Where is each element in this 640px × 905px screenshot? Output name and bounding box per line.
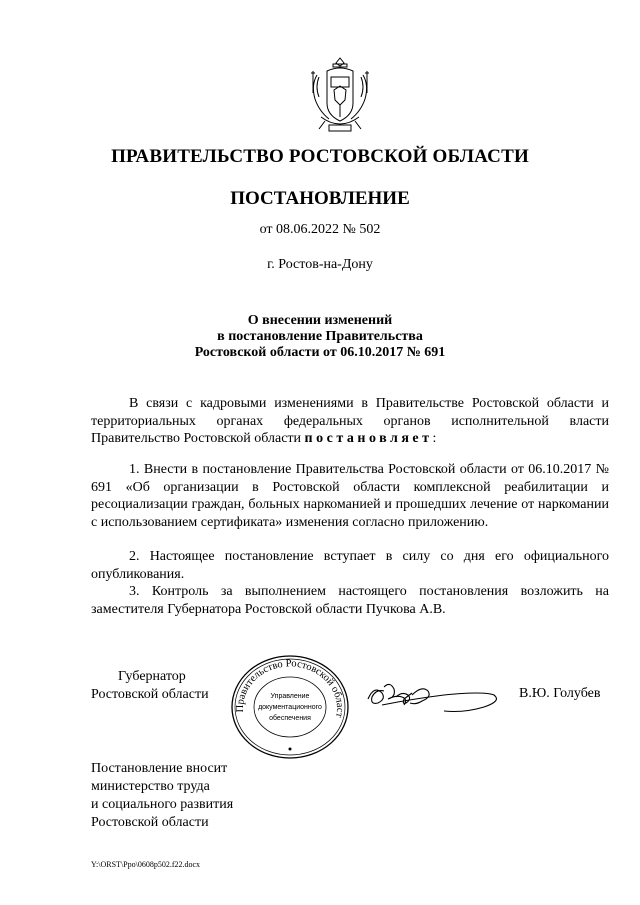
resolution-item-1: 1. Внести в постановление Правительства Ростовской области от 06.10.2017 № 691 «Об организации в Ростовской области комплексной реабилитации и ресоциализации граждан, больных наркоманией и прошедших лечение от наркомании с использованием сертификата» изменения согласно приложению.	[91, 462, 609, 530]
stamp-inner-line: документационного	[258, 704, 322, 711]
resolution-item-3: 3. Контроль за выполнением настоящего постановления возложить на заместителя Губернатора Ростовской области Пучкова А.В.	[91, 584, 609, 617]
resolution-item-2: 2. Настоящее постановление вступает в силу со дня его официального опубликования.	[91, 549, 609, 582]
submitter-line: Постановление вносит	[91, 761, 228, 776]
document-city: г. Ростов-на-Дону	[267, 257, 373, 272]
preamble-keyword: постановляет	[304, 431, 433, 446]
preamble-paragraph	[91, 395, 609, 448]
organization-title: ПРАВИТЕЛЬСТВО РОСТОВСКОЙ ОБЛАСТИ	[111, 146, 529, 167]
submitter-line: и социального развития	[91, 797, 234, 812]
document-type: ПОСТАНОВЛЕНИЕ	[230, 188, 410, 209]
subject-line: Ростовской области от 06.10.2017 № 691	[194, 345, 446, 360]
submitter-line: министерство труда	[91, 779, 210, 794]
handwritten-signature	[362, 675, 502, 715]
document-date-number: от 08.06.2022 № 502	[259, 222, 381, 237]
preamble-text: В связи с кадровыми изменениями в Правительстве Ростовской области и территориальных органах федеральных органов исполнительной власти Правительство Ростовской области	[91, 396, 609, 446]
signer-title-line: Ростовской области	[91, 687, 209, 702]
file-path-footer: Y:\ORST\Ppo\0608p502.f22.docx	[91, 860, 201, 869]
document-subject	[0, 313, 640, 361]
preamble-end: :	[432, 431, 437, 446]
stamp-inner-line: Управление	[270, 693, 310, 700]
submitter-block	[91, 760, 331, 832]
signer-name: В.Ю. Голубев	[519, 686, 601, 701]
subject-line: О внесении изменений	[247, 313, 393, 328]
coat-of-arms-emblem	[303, 55, 377, 135]
submitter-line: Ростовской области	[91, 815, 209, 830]
subject-line: в постановление Правительства	[217, 329, 423, 344]
signer-title	[91, 668, 231, 704]
official-stamp	[228, 651, 352, 761]
signer-title-line: Губернатор	[118, 669, 186, 684]
stamp-inner-line: обеспечения	[269, 715, 311, 722]
stamp-outer-text: Правительство Ростовской област	[234, 658, 346, 719]
